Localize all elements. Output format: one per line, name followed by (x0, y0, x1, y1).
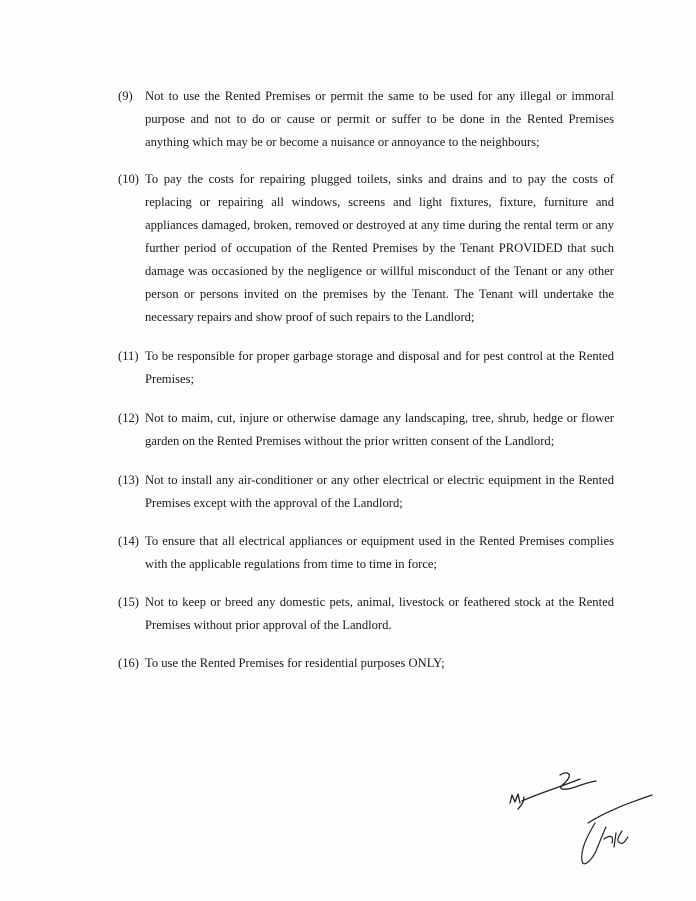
clause-text: Not to install any air-conditioner or any other electrical or electric equipment in the Rented Premises except with the approval of the Landlord; (145, 473, 614, 510)
clause-number: (9) (118, 89, 133, 103)
clause-14 (118, 530, 614, 576)
signature-initials-1 (510, 773, 596, 809)
clause-number: (13) (118, 473, 139, 487)
clause-number: (12) (118, 411, 139, 425)
clause-text: Not to maim, cut, injure or otherwise damage any landscaping, tree, shrub, hedge or flower garden on the Rented Premises without the prior written consent of the Landlord; (145, 411, 614, 448)
clause-number: (14) (118, 534, 139, 548)
clause-15 (118, 591, 614, 637)
clause-11 (118, 345, 614, 391)
clause-16 (118, 652, 614, 675)
clause-number: (15) (118, 595, 139, 609)
clause-text: Not to keep or breed any domestic pets, animal, livestock or feathered stock at the Rented Premises without prior approval of the Landlord. (145, 595, 614, 632)
clause-12 (118, 407, 614, 453)
clause-number: (11) (118, 349, 139, 363)
handwritten-initials (500, 765, 670, 875)
clause-text: To use the Rented Premises for residential purposes ONLY; (145, 656, 445, 670)
clause-text: Not to use the Rented Premises or permit the same to be used for any illegal or immoral purpose and not to do or cause or permit or suffer to be done in the Rented Premises anything which may be or become a nuisance or annoyance to the neighbours; (145, 89, 614, 149)
signature-initials-2 (582, 795, 652, 864)
clause-text: To be responsible for proper garbage storage and disposal and for pest control at the Rented Premises; (145, 349, 614, 386)
clause-13 (118, 469, 614, 515)
clause-text: To ensure that all electrical appliances or equipment used in the Rented Premises complies with the applicable regulations from time to time in force; (145, 534, 614, 571)
clause-10 (118, 168, 614, 329)
clause-9 (118, 85, 614, 154)
clause-text: To pay the costs for repairing plugged toilets, sinks and drains and to pay the costs of replacing or repairing all windows, screens and light fixtures, fixture, furniture and appliances damaged, broken, removed or destroyed at any time during the rental term or any further period of occupation of the Rented Premises by the Tenant PROVIDED that such damage was occasioned by the negligence or willful misconduct of the Tenant or any other person or persons invited on the premises by the Tenant. The Tenant will undertake the necessary repairs and show proof of such repairs to the Landlord; (145, 172, 614, 324)
clause-number: (10) (118, 172, 139, 186)
clause-list (118, 85, 614, 675)
signature-area (500, 765, 670, 875)
clause-number: (16) (118, 656, 139, 670)
